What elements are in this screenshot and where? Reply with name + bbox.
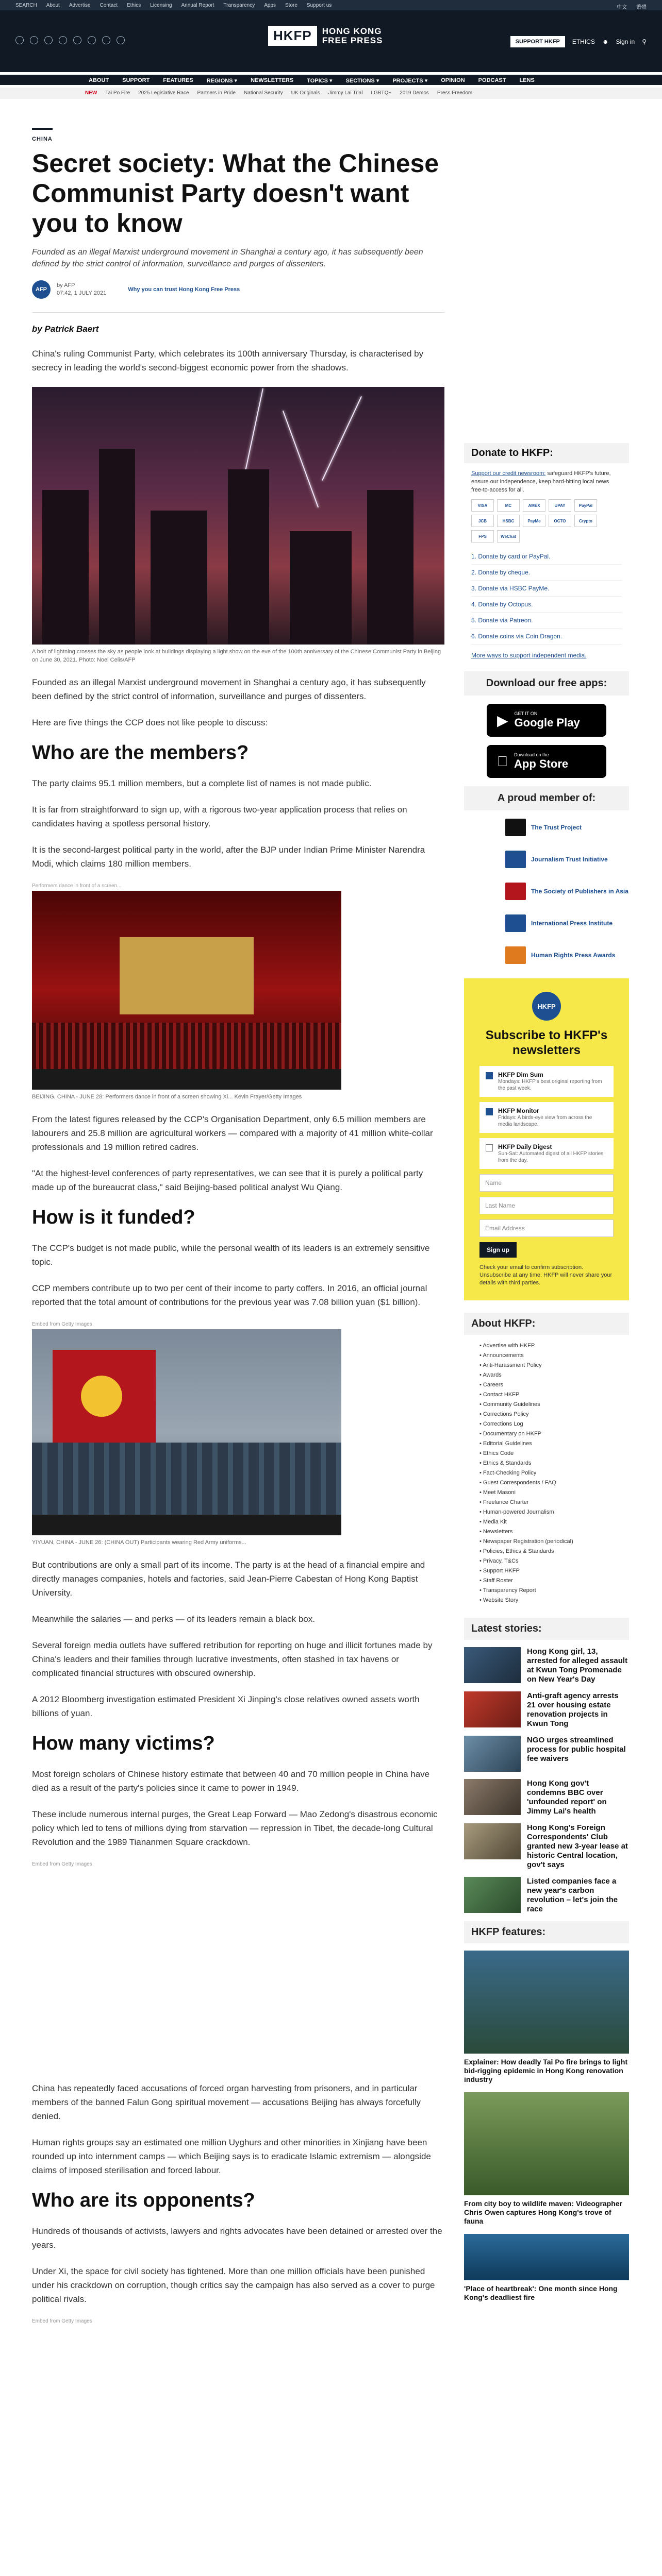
about-link[interactable]: • Newspaper Registration (periodical) — [479, 1537, 614, 1547]
topic-item[interactable]: LGBTQ+ — [371, 90, 392, 96]
embed-placeholder — [32, 2326, 444, 2563]
donate-option[interactable]: 2. Donate by cheque. — [471, 565, 622, 581]
utility-search[interactable]: SEARCH — [15, 3, 37, 8]
trust-project-logo — [505, 819, 526, 836]
paragraph: CCP members contribute up to two per cent of their income to party coffers. In 2016, an official journal reported that the total amount of contributions for the previous year was 7.08 billion yuan ($1 billion). — [32, 1283, 427, 1307]
newsletter-option-text — [498, 1107, 607, 1128]
first-name-input[interactable]: Name — [479, 1174, 614, 1192]
story-thumbnail — [464, 1823, 521, 1859]
lang-simplified[interactable]: 中文 — [617, 5, 627, 10]
donate-option[interactable]: 4. Donate by Octopus. — [471, 597, 622, 613]
nav-features[interactable]: FEATURES — [163, 77, 193, 83]
feature-title[interactable]: Explainer: How deadly Tai Po fire brings to light bid-rigging epidemic in Hong Kong renovation industry — [464, 2058, 628, 2083]
apps-title: Download our free apps: — [464, 671, 629, 696]
paragraph: The CCP's budget is not made public, while the personal wealth of its leaders is an extremely sensitive topic. — [32, 1243, 430, 1267]
utility-bar — [0, 0, 662, 10]
topic-bar — [0, 88, 662, 99]
donate-option[interactable]: 1. Donate by card or PayPal. — [471, 549, 622, 565]
paragraph: Most foreign scholars of Chinese history estimate that between 40 and 70 million people in China have died as a result of the party's policies since it came to power in 1949. — [32, 1769, 430, 1793]
topic-item[interactable]: Partners in Pride — [197, 90, 236, 96]
sidebar — [464, 443, 629, 2310]
utility-store[interactable]: Store — [285, 3, 297, 8]
topic-item[interactable]: UK Originals — [291, 90, 320, 96]
google-play-icon: ▶ — [497, 712, 508, 728]
email-input[interactable]: Email Address — [479, 1219, 614, 1237]
party-photo[interactable] — [32, 1329, 341, 1535]
pay-amex-icon: AMEX — [523, 499, 545, 512]
pay-wechat-icon: WeChat — [497, 530, 520, 543]
site-logo[interactable] — [268, 26, 383, 46]
header-tools — [510, 36, 647, 47]
rss-icon[interactable] — [117, 36, 125, 44]
telegram-icon[interactable] — [102, 36, 110, 44]
performers-photo[interactable] — [32, 891, 341, 1090]
member-name: The Society of Publishers in Asia — [531, 888, 628, 895]
newsletter-box — [464, 978, 629, 1300]
donate-option[interactable]: 3. Donate via HSBC PayMe. — [471, 581, 622, 597]
about-link[interactable]: • Ethics & Standards — [479, 1459, 614, 1468]
newsletter-checkbox[interactable] — [486, 1072, 493, 1079]
paragraph: A 2012 Bloomberg investigation estimated President Xi Jinping's close relatives owned assets worth billions of yuan. — [32, 1694, 420, 1718]
user-icon[interactable]: ☻ — [602, 38, 609, 45]
newsletter-desc: Sun-Sat: Automated digest of all HKFP stories from the day. — [498, 1151, 604, 1163]
paragraph: These include numerous internal purges, the Great Leap Forward — Mao Zedong's disastrous economic policy which led to tens of millions dying from starvation — repression in Tibet, the decade-long Cultural Revolution and the 1989 Tiananmen Square crackdown. — [32, 1809, 438, 1847]
about-link[interactable]: • Fact-Checking Policy — [479, 1468, 614, 1478]
latest-story[interactable] — [464, 1647, 629, 1684]
google-play-top: GET IT ON — [514, 711, 538, 716]
feature-story[interactable] — [464, 2092, 629, 2226]
story-thumbnail — [464, 1736, 521, 1772]
nav-projects[interactable]: PROJECTS ▾ — [392, 78, 428, 84]
member-jti[interactable] — [505, 851, 629, 868]
donate-link[interactable]: Support our credit newsroom: — [471, 470, 546, 477]
story-thumbnail — [464, 1647, 521, 1683]
topic-item[interactable]: National Security — [244, 90, 283, 96]
nav-regions[interactable]: REGIONS ▾ — [206, 78, 238, 84]
social-links — [15, 36, 125, 44]
story-thumbnail — [464, 1779, 521, 1815]
figure-party — [32, 1321, 444, 1547]
linkedin-icon[interactable] — [88, 36, 96, 44]
nav-sections[interactable]: SECTIONS ▾ — [345, 78, 379, 84]
newsletter-desc: Mondays: HKFP's best original reporting from the past week. — [498, 1079, 602, 1091]
about-link[interactable]: • Policies, Ethics & Standards — [479, 1547, 614, 1556]
utility-links — [15, 3, 332, 8]
member-trust-project[interactable] — [505, 819, 629, 836]
utility-ethics[interactable]: Ethics — [126, 3, 141, 8]
paragraph: "At the highest-level conferences of party representatives, we can see that it is purely a political party made up of the bureaucrat class," said Beijing-based political analyst Wu Qiang. — [32, 1168, 423, 1192]
story-title[interactable]: Anti-graft agency arrests 21 over housing estate renovation projects in Kwun Tong — [527, 1691, 619, 1728]
article-category[interactable]: CHINA — [32, 136, 53, 142]
figure-caption: YIYUAN, CHINA - JUNE 26: (CHINA OUT) Participants wearing Red Army uniforms... — [32, 1539, 246, 1546]
newsletter-option-text — [498, 1143, 607, 1164]
about-link[interactable]: • Newsletters — [479, 1527, 614, 1537]
about-link[interactable]: • Documentary on HKFP — [479, 1429, 614, 1439]
about-link[interactable]: • Freelance Charter — [479, 1498, 614, 1507]
feature-story[interactable] — [464, 2234, 629, 2302]
article-title: Secret society: What the Chinese Communist Party doesn't want you to know — [32, 149, 439, 238]
about-title: About HKFP: — [464, 1313, 629, 1335]
about-link[interactable]: • Ethics Code — [479, 1449, 614, 1459]
paragraph: It is far from straightforward to sign up, with a rigorous two-year application process that relies on candidates having a spotless personal history. — [32, 805, 407, 828]
divider — [32, 312, 444, 313]
member-hrpa[interactable] — [505, 946, 629, 964]
donate-title: Donate to HKFP: — [464, 443, 629, 463]
ethics-link[interactable]: ETHICS — [572, 38, 595, 45]
newsletter-option-text — [498, 1071, 607, 1092]
about-link[interactable]: • Editorial Guidelines — [479, 1439, 614, 1449]
member-name: Journalism Trust Initiative — [531, 856, 608, 863]
author-avatar[interactable]: AFP — [32, 280, 51, 299]
payment-methods — [464, 499, 629, 543]
paragraph: Founded as an illegal Marxist underground movement in Shanghai a century ago, it has subsequently been defined by the strict control of information, surveillance and purges of dissenters. — [32, 677, 426, 701]
nav-opinion[interactable]: OPINION — [441, 77, 465, 83]
latest-story[interactable] — [464, 1877, 629, 1914]
newsletter-checkbox[interactable] — [486, 1144, 493, 1151]
about-link[interactable]: • Transparency Report — [479, 1586, 614, 1596]
app-store-button[interactable] — [487, 745, 606, 778]
feature-title[interactable]: From city boy to wildlife maven: Videographer Chris Owen captures Hong Kong's trove of fauna — [464, 2199, 623, 2225]
pay-payme-icon: PayMe — [523, 515, 545, 527]
article-author: by Patrick Baert — [32, 324, 99, 334]
search-icon[interactable]: ⚲ — [642, 38, 647, 45]
lang-traditional[interactable]: 繁體 — [636, 5, 647, 10]
feature-thumbnail — [464, 2234, 629, 2280]
paragraph: Hundreds of thousands of activists, lawyers and rights advocates have been detained or arrested over the years. — [32, 2226, 442, 2250]
utility-annual-report[interactable]: Annual Report — [181, 3, 214, 8]
utility-contact[interactable]: Contact — [100, 3, 118, 8]
latest-story[interactable] — [464, 1823, 629, 1870]
figure-embed-2 — [32, 2318, 444, 2563]
story-title[interactable]: Hong Kong's Foreign Correspondents' Club granted new 3-year lease at historic Central location, gov't says — [527, 1823, 628, 1869]
utility-support[interactable]: Support us — [306, 3, 332, 8]
member-name: Human Rights Press Awards — [531, 952, 616, 959]
paragraph: It is the second-largest political party in the world, after the BJP under Indian Prime Minister Narendra Modi, which claims 180 million members. — [32, 845, 425, 869]
embed-placeholder — [32, 1869, 444, 2070]
paragraph: China has repeatedly faced accusations of forced organ harvesting from prisoners, and in particular members of the banned Falun Gong spiritual movement — accusations Beijing has always forcefully denied. — [32, 2083, 421, 2121]
sopa-logo — [505, 883, 526, 900]
utility-advertise[interactable]: Advertise — [69, 3, 91, 8]
paragraph: From the latest figures released by the CCP's Organisation Department, only 6.5 million members are labourers and 25.8 million are agricultural workers — compared with a majority of 41 million white-collar professionals and 19 million retired cadres. — [32, 1114, 433, 1152]
lightning-photo — [32, 387, 444, 645]
topic-item[interactable]: Press Freedom — [437, 90, 473, 96]
site-header — [0, 10, 662, 72]
app-store-text — [503, 752, 568, 771]
logo-line-1: HONG KONG — [322, 26, 382, 36]
nav-lens[interactable]: LENS — [519, 77, 535, 83]
nav-support[interactable]: SUPPORT — [122, 77, 150, 83]
byline-meta — [57, 282, 106, 297]
latest-story[interactable] — [464, 1691, 629, 1728]
paragraph: Several foreign media outlets have suffered retribution for reporting on huge and illicit fortunes made by China's leaders and their families through lucrative investments, often stashed in tax havens or complicated financial structures with obscured ownership. — [32, 1640, 433, 1678]
about-link[interactable]: • Careers — [479, 1380, 614, 1390]
story-title[interactable]: Listed companies face a new year's carbon revolution – let's join the race — [527, 1877, 618, 1913]
utility-transparency[interactable]: Transparency — [223, 3, 255, 8]
google-play-text — [515, 711, 580, 730]
donate-description: safeguard HKFP's future, ensure our independence, keep hard-hitting local news free-to-access for all. — [471, 470, 611, 493]
pay-crypto-icon: Crypto — [574, 515, 597, 527]
byline — [32, 280, 444, 299]
logo-line-2: FREE PRESS — [322, 35, 383, 45]
nav-topics[interactable]: TOPICS ▾ — [307, 78, 333, 84]
ipi-logo — [505, 914, 526, 932]
article — [32, 128, 444, 2576]
topic-item[interactable]: 2025 Legislative Race — [138, 90, 189, 96]
donate-option[interactable]: 5. Donate via Patreon. — [471, 613, 622, 629]
topic-item[interactable]: Jimmy Lai Trial — [328, 90, 363, 96]
feature-thumbnail — [464, 2092, 629, 2195]
about-link[interactable]: • Website Story — [479, 1596, 614, 1605]
story-thumbnail — [464, 1877, 521, 1913]
byline-date: 07:42, 1 JULY 2021 — [57, 290, 107, 296]
story-title[interactable]: NGO urges streamlined process for public hospital fee waivers — [527, 1736, 626, 1763]
pay-unionpay-icon: UPAY — [549, 499, 571, 512]
section-heading: Who are the members? — [32, 742, 249, 764]
latest-title: Latest stories: — [464, 1618, 629, 1640]
member-title: A proud member of: — [464, 786, 629, 810]
image-credit: Performers dance in front of a screen... — [32, 883, 122, 889]
language-links — [617, 3, 647, 10]
trust-link[interactable]: Why you can trust Hong Kong Free Press — [128, 286, 240, 293]
about-links — [464, 1341, 629, 1605]
donate-text — [464, 469, 629, 494]
about-link[interactable]: • Corrections Policy — [479, 1410, 614, 1419]
figure-lightning — [32, 387, 444, 664]
logo-text — [322, 27, 383, 45]
pay-fps-icon: FPS — [471, 530, 494, 543]
x-icon[interactable] — [30, 36, 38, 44]
donate-options — [464, 549, 629, 645]
newsletter-name: HKFP Daily Digest — [498, 1143, 552, 1150]
latest-story[interactable] — [464, 1736, 629, 1772]
figure-performers — [32, 883, 444, 1101]
story-title[interactable]: Hong Kong girl, 13, arrested for alleged assault at Kwun Tong Promenade on New Year's Day — [527, 1647, 628, 1684]
member-name: International Press Institute — [531, 920, 613, 927]
story-title[interactable]: Hong Kong gov't condemns BBC over 'unfounded report' on Jimmy Lai's health — [527, 1779, 607, 1816]
paragraph: Here are five things the CCP does not like people to discuss: — [32, 718, 268, 727]
utility-about[interactable]: About — [46, 3, 60, 8]
about-link[interactable]: • Privacy, T&Cs — [479, 1556, 614, 1566]
figure-caption: A bolt of lightning crosses the sky as people look at buildings displaying a light show on the eve of the 100th anniversary of the Chinese Communist Party in Beijing on June 30, 2021. Photo: Noel Celis/AFP — [32, 649, 441, 663]
last-name-input[interactable]: Last Name — [479, 1197, 614, 1214]
about-link[interactable]: • Human-powered Journalism — [479, 1507, 614, 1517]
newsletter-checkbox[interactable] — [486, 1108, 493, 1115]
topic-item[interactable]: 2019 Demos — [400, 90, 429, 96]
topic-item[interactable]: Tai Po Fire — [105, 90, 130, 96]
figure-embed-1 — [32, 1861, 444, 2070]
newsletter-option[interactable] — [479, 1102, 614, 1133]
features-title: HKFP features: — [464, 1921, 629, 1943]
about-link[interactable]: • Awards — [479, 1370, 614, 1380]
jti-logo — [505, 851, 526, 868]
paragraph: Under Xi, the space for civil society has tightened. More than one million officials have been punished under his crackdown on corruption, though critics say the campaign has also served as a cover to purge political rivals. — [32, 2266, 435, 2304]
section-heading: How many victims? — [32, 1733, 215, 1754]
paragraph: China's ruling Communist Party, which celebrates its 100th anniversary Thursday, is characterised by secrecy in leading the world's second-biggest economic power from the shadows. — [32, 349, 424, 372]
member-ipi[interactable] — [505, 914, 629, 932]
image-credit: Embed from Getty Images — [32, 1861, 92, 1867]
app-store-top: Download on the — [503, 752, 538, 757]
story-thumbnail — [464, 1691, 521, 1727]
about-link[interactable]: • Media Kit — [479, 1517, 614, 1527]
paragraph: Human rights groups say an estimated one million Uyghurs and other minorities in Xinjiang have been rounded up into internment camps — which Beijing says is to eradicate Islamic extremism — alongside claims of imposed sterilisation and forced labour. — [32, 2138, 431, 2175]
pay-paypal-icon: PayPal — [574, 499, 597, 512]
newsletter-name: HKFP Monitor — [498, 1107, 539, 1114]
nav-about[interactable]: ABOUT — [89, 77, 109, 83]
threads-icon[interactable] — [59, 36, 67, 44]
pay-hsbc-icon: HSBC — [497, 515, 520, 527]
image-credit: Embed from Getty Images — [32, 2318, 92, 2324]
nav-podcast[interactable]: PODCAST — [478, 77, 506, 83]
member-name: The Trust Project — [531, 824, 582, 831]
google-play-button[interactable] — [487, 704, 606, 737]
donate-option[interactable]: 6. Donate coins via Coin Dragon. — [471, 629, 622, 645]
paragraph: The party claims 95.1 million members, but a complete list of names is not made public. — [32, 778, 372, 788]
paragraph: Meanwhile the salaries — and perks — of its leaders remain a black box. — [32, 1614, 315, 1624]
signin-link[interactable]: Sign in — [616, 38, 635, 45]
about-link[interactable]: • Announcements — [479, 1351, 614, 1361]
about-link[interactable]: • Contact HKFP — [479, 1390, 614, 1400]
instagram-icon[interactable] — [44, 36, 53, 44]
member-sopa[interactable] — [505, 883, 629, 900]
newsletter-option[interactable] — [479, 1066, 614, 1097]
app-store-name: App Store — [503, 757, 558, 770]
newsletter-title: Subscribe to HKFP's newsletters — [485, 1028, 608, 1057]
kicker-bar — [32, 128, 53, 130]
feature-title[interactable]: 'Place of heartbreak': One month since Hong Kong's deadliest fire — [464, 2284, 618, 2301]
article-standfirst: Founded as an illegal Marxist underground movement in Shanghai a century ago, it has subsequently been defined by the strict control of information, surveillance and purges of dissenters. — [32, 248, 423, 268]
pay-jcb-icon: JCB — [471, 515, 494, 527]
paragraph: But contributions are only a small part of its income. The party is at the head of a financial empire and directly manages companies, hotels and factories, said Jean-Pierre Cabestan of Hong Kong Baptist University. — [32, 1560, 425, 1598]
facebook-icon[interactable] — [15, 36, 24, 44]
byline-author[interactable]: by AFP — [57, 282, 75, 289]
latest-story[interactable] — [464, 1779, 629, 1816]
topic-new-label: NEW — [85, 90, 97, 96]
signup-button[interactable]: Sign up — [479, 1242, 517, 1258]
feature-thumbnail — [464, 1951, 629, 2054]
feature-story[interactable] — [464, 1951, 629, 2084]
section-heading: How is it funded? — [32, 1207, 195, 1228]
nav-newsletters[interactable]: NEWSLETTERS — [251, 77, 294, 83]
newsletter-note: Check your email to confirm subscription. Unsubscribe at any time. HKFP will never share your details with third parties. — [479, 1264, 613, 1286]
about-link[interactable]: • Advertise with HKFP — [479, 1341, 614, 1351]
hrpa-logo — [505, 946, 526, 964]
newsletter-option[interactable] — [479, 1138, 614, 1169]
figure-caption: BEIJING, CHINA - JUNE 28: Performers dance in front of a screen showing Xi... Kevin Frayer/Getty Images — [32, 1094, 302, 1100]
pay-octopus-icon: OCTO — [549, 515, 571, 527]
image-credit: Embed from Getty Images — [32, 1321, 92, 1327]
newsletter-name: HKFP Dim Sum — [498, 1071, 543, 1078]
newsletter-desc: Fridays: A birds-eye view from across the media landscape. — [498, 1115, 592, 1127]
support-button[interactable]: SUPPORT HKFP — [510, 36, 565, 47]
about-link[interactable]: • Anti-Harassment Policy — [479, 1361, 614, 1370]
utility-licensing[interactable]: Licensing — [150, 3, 172, 8]
about-link[interactable]: • Staff Roster — [479, 1576, 614, 1586]
about-link[interactable]: • Community Guidelines — [479, 1400, 614, 1410]
main-nav — [0, 75, 662, 85]
about-link[interactable]: • Corrections Log — [479, 1419, 614, 1429]
logo-mark: HKFP — [268, 26, 317, 46]
more-ways-link[interactable]: More ways to support independent media. — [471, 652, 587, 659]
about-link[interactable]: • Guest Correspondents / FAQ — [479, 1478, 614, 1488]
section-heading: Who are its opponents? — [32, 2190, 255, 2211]
utility-apps[interactable]: Apps — [264, 3, 276, 8]
apple-icon — [497, 753, 508, 770]
pay-mastercard-icon: MC — [497, 499, 520, 512]
pay-visa-icon: VISA — [471, 499, 494, 512]
about-link[interactable]: • Meet Masoni — [479, 1488, 614, 1498]
about-link[interactable]: • Support HKFP — [479, 1566, 614, 1576]
newsletter-logo: HKFP — [532, 992, 561, 1021]
google-play-name: Google Play — [514, 716, 580, 729]
youtube-icon[interactable] — [73, 36, 81, 44]
